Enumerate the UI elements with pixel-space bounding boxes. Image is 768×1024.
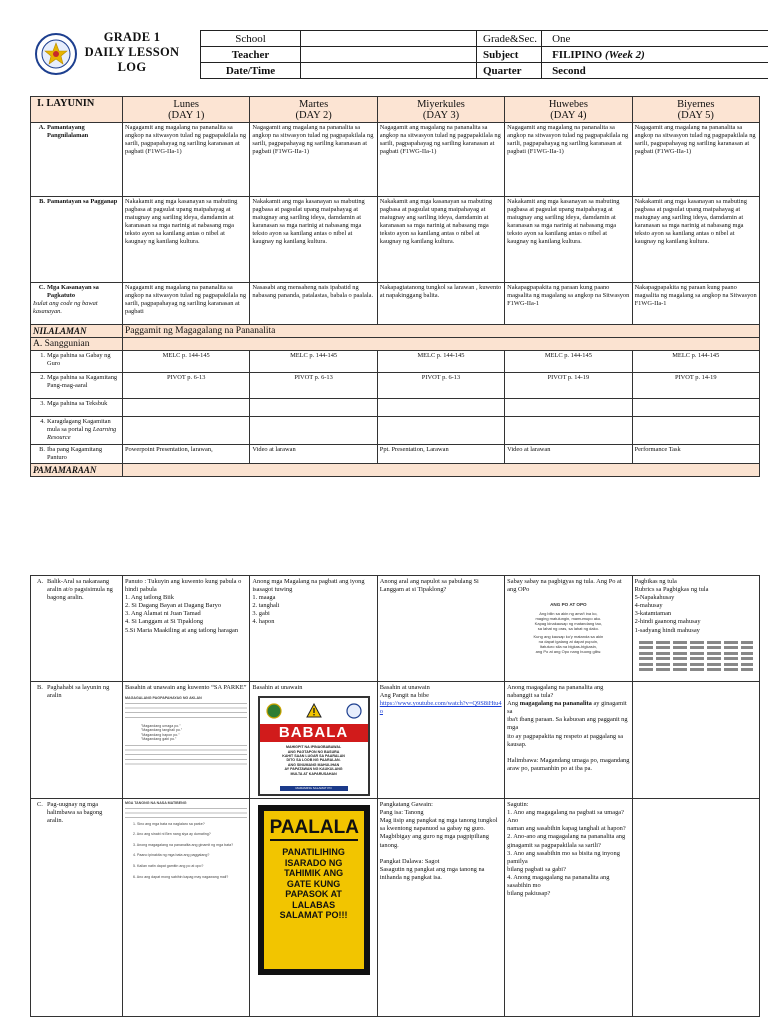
iba-pang-label: B. Iba pang Kagamitang Panturo xyxy=(31,445,123,464)
b2-title: Basahin at unawain xyxy=(252,684,303,691)
gabay-day-2: MELC p. 144-145 xyxy=(250,351,377,373)
datetime-label: Date/Time xyxy=(201,63,301,79)
log-title-line2: DAILY LESSON xyxy=(84,45,180,59)
row-c-day-3: Nakapagtatanong tungkol sa larawan , kuwento at napakinggang balita. xyxy=(377,283,504,325)
subject-value xyxy=(542,47,768,63)
kagamitan-day-4: PIVOT p. 14-19 xyxy=(505,373,632,399)
pag-uugnay-label: C. Pag-uugnay ng mga halimbawa sa bagong aralin. xyxy=(31,799,123,1017)
day-header-row xyxy=(31,97,760,123)
gabay-label: 1. Mga pahina sa Gabay ng Guro xyxy=(31,351,123,373)
nilalaman-value: Paggamit ng Magagalang na Pananalita xyxy=(123,325,760,338)
balik-aral-day-1: Panuto : Tukuyin ang kuwento kung pabula o hindi pabula 1. Ang tatlong Biik 2. Si Dagang Bayan at Dagang Baryo 3. Ang Alamat ni Juan Tamad 4. Si Langgam at Si Tipaklong 5.Si Maria Maakiling at ang tatlong haragan xyxy=(123,576,250,682)
subject-name: FILIPINO xyxy=(552,48,603,61)
subject-label: Subject xyxy=(477,47,542,63)
balik-aral-day-2: Anong mga Magalang na pagbati ang iyong isasagot tuwing 1. maaga 2. tanghali 3. gabi 4. hapon xyxy=(250,576,377,682)
paghahabi-day-4: Anong magagalang na pananalita ang nabanggit sa tula? Ang magagalang na pananalita ay ginagamit sa iba't ibang paraan. Sa kabuoan ang pagganit ng mga ito ay pagpapakita ng respeto at paggalang sa kausap. Halimbawa: Magandang umaga po, magandang araw po, paumanhin po at iba pa. xyxy=(505,682,632,799)
row-a-day-1: Nagagamit ang magalang na pananalita sa angkop na sitwasyon tulad ng pagpapakilala ng sarili, pagpapahayag ng sariling karanasan at pagbati (F1WG-IIa-1) xyxy=(123,123,250,197)
row-c-sublabel: Isulat ang code ng bawat kasanayan. xyxy=(33,300,98,316)
school-label: School xyxy=(201,31,301,47)
teacher-value xyxy=(301,47,477,63)
kagamitan-day-2: PIVOT p. 6-13 xyxy=(250,373,377,399)
row-c-day-5: Nakapagpapakita ng paraan kung paano magsalita ng magalang sa angkop na Sitwasyon F1WG-IIa-1 xyxy=(632,283,759,325)
b4-title: Anong magagalang na pananalita ang nabanggit sa tula? xyxy=(507,684,604,700)
kagamitan-day-5: PIVOT p. 14-19 xyxy=(632,373,759,399)
sa-parke-worksheet-image: MAGAGALANG PAGPAPAHAYAG NG AKLAN "Magandang umaga po." "Magandang tanghali po." "Magandang hapon po." "Magandang gabi po." xyxy=(125,696,247,765)
b4-example: Halimbawa: Magandang umaga po, magandang araw po, paumanhin po at iba pa. xyxy=(507,756,630,772)
school-logo-icon xyxy=(266,703,282,719)
gabay-day-4: MELC p. 144-145 xyxy=(505,351,632,373)
gabay-day-3: MELC p. 144-145 xyxy=(377,351,504,373)
row-c-day-4: Nakapagpapakita ng paraan kung paano magsalita ng magalang sa angkop na Sitwasyon F1WG-IIa-1 xyxy=(505,283,632,325)
pamantayan-sa-pagganap-row xyxy=(31,197,760,283)
row-b-day-5: Nakakamit ang mga kasanayan sa mabuting pagbasa at pagsulat upang maipahayag at maiugnay ang sariling ideya, damdamin at karanasan sa mga narinig at nabasang mga teksto ayon sa kanilang antas o nibel at kaugnay ng kanilang kultura. xyxy=(632,197,759,283)
a4-title: Sabay sabay na pagbigyas ng tula. Ang Po at ang OPo xyxy=(507,578,622,594)
iba-pang-day-2: Video at larawan xyxy=(250,445,377,464)
sanggunian-row xyxy=(31,338,760,351)
babala-sign-image xyxy=(258,696,370,796)
deped-logo-icon xyxy=(346,703,362,719)
day-3-header: Miyerkules (DAY 3) xyxy=(377,97,504,123)
kasanayan-sa-pagkatuto-row xyxy=(31,283,760,325)
pag-uugnay-day-4: Sagutin: 1. Ano ang magagalang na pagbati sa umaga? Ano naman ang sasabihin kapag tanghali at hapon? 2. Ano-ano ang magagalang na pananalita ang ginagamit sa pagpapakilala sa sarili? 3. Ano ang sasabihin mo sa bisita ng inyong pamilya bilang pagbati sa gabi? 4. Anong magagalang na pananalita ang sasabihin mo bilang pakiusap? xyxy=(505,799,632,1017)
teksbuk-row xyxy=(31,399,760,417)
balik-aral-label: A. Balik-Aral sa nakaraang aralin at/o pagsisimula ng bagong aralin. xyxy=(31,576,123,682)
gabay-day-1: MELC p. 144-145 xyxy=(123,351,250,373)
teacher-label: Teacher xyxy=(201,47,301,63)
kagamitan-day-3: PIVOT p. 6-13 xyxy=(377,373,504,399)
pag-uugnay-row xyxy=(31,799,760,1017)
pamantayang-pangnilalaman-row xyxy=(31,123,760,197)
balik-aral-row xyxy=(31,576,760,682)
a5-title: Pagbikas ng tula xyxy=(634,578,677,585)
row-a-day-4: Nagagamit ang magalang na pananalita sa angkop na sitwasyon tulad ng pagpapakilala ng sarili, pagpapahayag ng sariling karanasan at pagbati (F1WG-IIa-1) xyxy=(505,123,632,197)
paghahabi-day-1 xyxy=(123,682,250,799)
paalala-message: PANATILIHING ISARADO NG TAHIMIK ANG GATE KUNG PAPASOK AT LALABAS SALAMAT PO!!! xyxy=(279,847,348,921)
kagamitan-label: 2. Mga pahina sa Kagamitang Pang-mag-aaral xyxy=(31,373,123,399)
subject-week: (Week 2) xyxy=(604,48,645,61)
row-c-day-1: Nagagamit ang magalang na pananalita sa angkop na sitwasyon tulad ng pagpapakilala ng sarili, pagpapahayag ng sariling karanasan at pagbati xyxy=(123,283,250,325)
datetime-value xyxy=(301,63,477,79)
teksbuk-label: 3. Mga pahina sa Teksbuk xyxy=(31,399,123,417)
babala-heading: BABALA xyxy=(260,724,368,742)
b4-explanation: Ang magagalang na pananalita ay ginagamit sa xyxy=(507,700,627,716)
youtube-link[interactable]: https://www.youtube.com/watch?v=Q9S8iHtu4o xyxy=(379,700,502,716)
dll-header xyxy=(30,30,760,78)
paghahabi-label: B. Paghahabi sa layunin ng aralin xyxy=(31,682,123,799)
pag-uugnay-day-1 xyxy=(123,799,250,1017)
row-c-label: C. Mga Kasanayan sa Pagkatuto Isulat ang code ng bawat kasanayan. xyxy=(31,283,123,325)
balik-aral-day-5: Pagbikas ng tula Rubrics sa Pagbigkas ng tula 5-Napakahusay 4-mahusay 3-katamtaman 2-hindi gaanong mahusay 1-sadyang hindi mahusay xyxy=(632,576,759,682)
row-b-day-3: Nakakamit ang mga kasanayan sa mabuting pagbasa at pagsulat upang maipahayag at maiugnay ang sariling ideya, damdamin at karanasan sa mga narinig at nabasang mga teksto ayon sa kanilang antas o nibel at kaugnay ng kanilang kultura. xyxy=(377,197,504,283)
grade-value: One xyxy=(542,31,768,47)
paghahabi-day-2 xyxy=(250,682,377,799)
paalala-heading: PAALALA xyxy=(270,817,358,841)
nilalaman-row xyxy=(31,325,760,338)
school-value xyxy=(301,31,477,47)
babala-body: MAHIGPIT NA IPINAGBABAWAL ANG PAGTAPON NG BASURA KAHIT SAAN LUGAR SA PAARALAN DITO SA LOOB NG PAARALAN. ANG SINUMANG MAHULIHAN AY PAPATAWAN NG KAUKULANG MULTA AT KAPARUSAHAN xyxy=(282,745,345,776)
row-a-day-5: Nagagamit ang magalang na pananalita sa angkop na sitwasyon tulad ng pagpapakilala ng sarili, pagpapahayag ng sariling karanasan at pagbati (F1WG-IIa-1) xyxy=(632,123,759,197)
row-a-day-2: Nagagamit ang magalang na pananalita sa angkop na sitwasyon tulad ng pagpapakilala ng sarili, pagpapahayag ng sariling karanasan at pagbati (F1WG-IIa-1) xyxy=(250,123,377,197)
nilalaman-label: NILALAMAN xyxy=(31,325,123,338)
gabay-ng-guro-row xyxy=(31,351,760,373)
row-a-day-3: Nagagamit ang magalang na pananalita sa angkop na sitwasyon tulad ng pagpapakilala ng sarili, pagpapahayag ng sariling karanasan at pagbati (F1WG-IIa-1) xyxy=(377,123,504,197)
log-title xyxy=(80,30,184,75)
row-c-day-2: Nasasabi ang mensaheng nais ipabatid ng nabasang pananda, patalastas, babala o paalala. xyxy=(250,283,377,325)
deped-seal-icon xyxy=(34,32,78,76)
quarter-label: Quarter xyxy=(477,63,542,79)
pag-uugnay-day-2 xyxy=(250,799,377,1017)
procedure-table xyxy=(30,575,760,1017)
iba-pang-day-1: Powerpoint Presentation, larawan, xyxy=(123,445,250,464)
paghahabi-row xyxy=(31,682,760,799)
iba-pang-kagamitan-row xyxy=(31,445,760,464)
b1-title: Basahin at unawain ang kuwento “SA PARKE” xyxy=(125,684,247,691)
sanggunian-label: A. Sanggunian xyxy=(31,338,123,351)
iba-pang-day-3: Ppt. Presentation, Larawan xyxy=(377,445,504,464)
b3-subtitle: Ang Pangit na bibe xyxy=(379,692,429,700)
a1-title: Panuto : Tukuyin ang kuwento kung pabula o hindi pabula xyxy=(125,578,242,594)
row-b-day-1: Nakakamit ang mga kasanayan sa mabuting pagbasa at pagsulat upang maipahayag at maiugnay ang sariling ideya, damdamin at karanasan sa mga narinig at nabasang mga teksto ayon sa kanilang antas o nibel at kaugnay ng kanilang kultura. xyxy=(123,197,250,283)
info-table xyxy=(200,30,768,79)
gabay-day-5: MELC p. 144-145 xyxy=(632,351,759,373)
b3-title: Basahin at unawain xyxy=(379,684,430,691)
paghahabi-day-5 xyxy=(632,682,759,799)
c3-title: Pangkatang Gawain: xyxy=(379,801,433,809)
questions-worksheet-image: MGA TANONG NA NASA MATIBENG 1. Sino ang mga bata na naglalaro sa parke? 2. Ano ang sinabi ni Ben nang siya ay dumating? 3. Anong magagalang na pananalita ang ginamit ng mga bata? 4. Paano ipinakita ng mga bata ang paggalang? 5. Kailan natin dapat gamitin ang po at opo? 6. Ano ang dapat mong sabihin kapag may nagawang mali? xyxy=(125,801,247,879)
lesson-objectives-table xyxy=(30,96,760,477)
pamamaraan-label: PAMAMARAAN xyxy=(31,464,123,477)
po-at-opo-poem-image: ANG PO AT OPO Ang bilin sa akin ng ama't ina ko, maging matulungin, mamumupo ako. Kapag kinakausap ng matandang tao, sa lahat ng oras, sa lahat ng dako. Kung ang kausap ko'y matanda sa akin na dapat igalang at dapat pupuin, Itatuturo sila na bigkas-bigkasin, ang Po at ang Opo nang buong giliw. xyxy=(533,602,604,655)
row-b-day-2: Nakakamit ang mga kasanayan sa mabuting pagbasa at pagsulat upang maipahayag at maiugnay ang sariling ideya, damdamin at karanasan sa mga narinig at nabasang mga teksto ayon sa kanilang antas o nibel at kaugnay ng kanilang kultura. xyxy=(250,197,377,283)
row-a-label: A. Pamantayang Pangnilalaman xyxy=(31,123,123,197)
layunin-heading: I. LAYUNIN xyxy=(31,97,123,123)
day-2-header: Martes (DAY 2) xyxy=(250,97,377,123)
grade-label: Grade&Sec. xyxy=(477,31,542,47)
log-title-line3: LOG xyxy=(117,60,147,74)
balik-aral-day-3: Anong aral ang napulot sa pabulang Si Langgam at si Tipaklong? xyxy=(377,576,504,682)
pag-uugnay-day-5 xyxy=(632,799,759,1017)
row-b-day-4: Nakakamit ang mga kasanayan sa mabuting pagbasa at pagsulat upang maipahayag at maiugnay ang sariling ideya, damdamin at karanasan sa mga narinig at nabasang mga teksto ayon sa kanilang antas o nibel at kaugnay ng kanilang kultura. xyxy=(505,197,632,283)
pag-uugnay-day-3: Pangkatang Gawain: Pang isa: Tanong Mag iisip ang pangkat ng mga tanong tungkol sa kwentong napanuod sa gabay ng guro. Magbibigay ang guro ng mga pagpipiliang tanong. Pangkat Dalawa: Sagot Sasagutin ng pangkat ang mga tanong na inihanda ng pangkat isa. xyxy=(377,799,504,1017)
log-title-line1: GRADE 1 xyxy=(103,30,161,44)
a2-title: Anong mga Magalang na pagbati ang iyong isasagot tuwing xyxy=(252,578,365,594)
quarter-value: Second xyxy=(542,63,768,79)
paalala-sign-image xyxy=(258,805,370,975)
kagamitang-pang-mag-aaral-row xyxy=(31,373,760,399)
pamamaraan-row xyxy=(31,464,760,477)
day-4-header: Huwebes (DAY 4) xyxy=(505,97,632,123)
paghahabi-day-3 xyxy=(377,682,504,799)
warning-icon xyxy=(306,703,322,719)
row-b-label: B. Pamantayan sa Pagganap xyxy=(31,197,123,283)
iba-pang-day-4: Video at larawan xyxy=(505,445,632,464)
day-1-header: Lunes (DAY 1) xyxy=(123,97,250,123)
c4-title: Sagutin: xyxy=(507,801,529,809)
day-5-header: Biyernes (DAY 5) xyxy=(632,97,759,123)
balik-aral-day-4 xyxy=(505,576,632,682)
babala-footer: MARAMING SALAMAT PO xyxy=(280,786,348,791)
sanggunian-spacer xyxy=(123,338,760,351)
karagdagang-kagamitan-row xyxy=(31,417,760,445)
iba-pang-day-5: Performance Task xyxy=(632,445,759,464)
rubric-table-image xyxy=(639,641,753,672)
karagdagang-label: 4. Karagdagang Kagamitan mula sa portal ng Learning Resource xyxy=(31,417,123,445)
kagamitan-day-1: PIVOT p. 6-13 xyxy=(123,373,250,399)
